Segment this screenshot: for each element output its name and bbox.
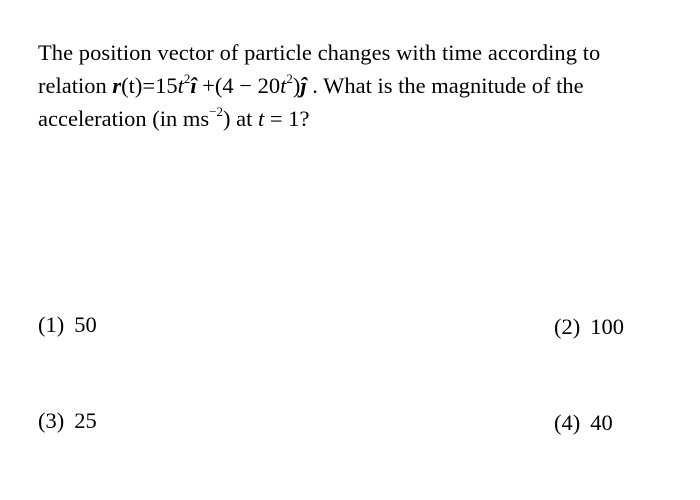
option-4[interactable]: [554, 410, 613, 436]
time-value: = 1?: [264, 106, 310, 131]
unit-exponent: −2: [209, 103, 224, 119]
vector-r: r: [112, 73, 122, 98]
unit-vector-j: ĵ: [300, 73, 307, 98]
question-line-3: [38, 102, 652, 135]
option-value: 100: [590, 314, 624, 339]
position-equation: [112, 70, 307, 98]
eq-exponent-1: 2: [183, 70, 191, 86]
eq-time-arg: (t): [121, 73, 143, 98]
unit-vector-i: î: [190, 73, 197, 98]
question-line-1: The position vector of particle changes with time according to: [38, 40, 601, 65]
eq-equals: =15: [142, 73, 178, 98]
eq-middle: +(4 − 20: [196, 73, 281, 98]
eq-close-paren: ): [292, 73, 301, 98]
eq-exponent-2: 2: [286, 70, 293, 86]
question-suffix: . What is the magnitude of the: [306, 73, 584, 98]
option-number: (3): [38, 408, 65, 433]
question-prefix: relation: [38, 73, 113, 98]
option-1[interactable]: [38, 312, 97, 338]
option-value: 25: [74, 408, 97, 433]
option-number: (2): [554, 314, 581, 339]
option-value: 40: [590, 410, 613, 435]
option-3[interactable]: [38, 408, 97, 434]
option-number: (4): [554, 410, 581, 435]
time-variable: t: [258, 106, 265, 131]
option-2[interactable]: [554, 314, 624, 340]
option-number: (1): [38, 312, 65, 337]
question-text: [38, 36, 652, 135]
option-value: 50: [74, 312, 97, 337]
eq-t-var-2: t: [280, 73, 287, 98]
at-text: ) at: [223, 106, 258, 131]
eq-t-var-1: t: [177, 73, 184, 98]
acceleration-text: acceleration (in ms: [38, 106, 210, 131]
question-line-2: [38, 69, 652, 102]
